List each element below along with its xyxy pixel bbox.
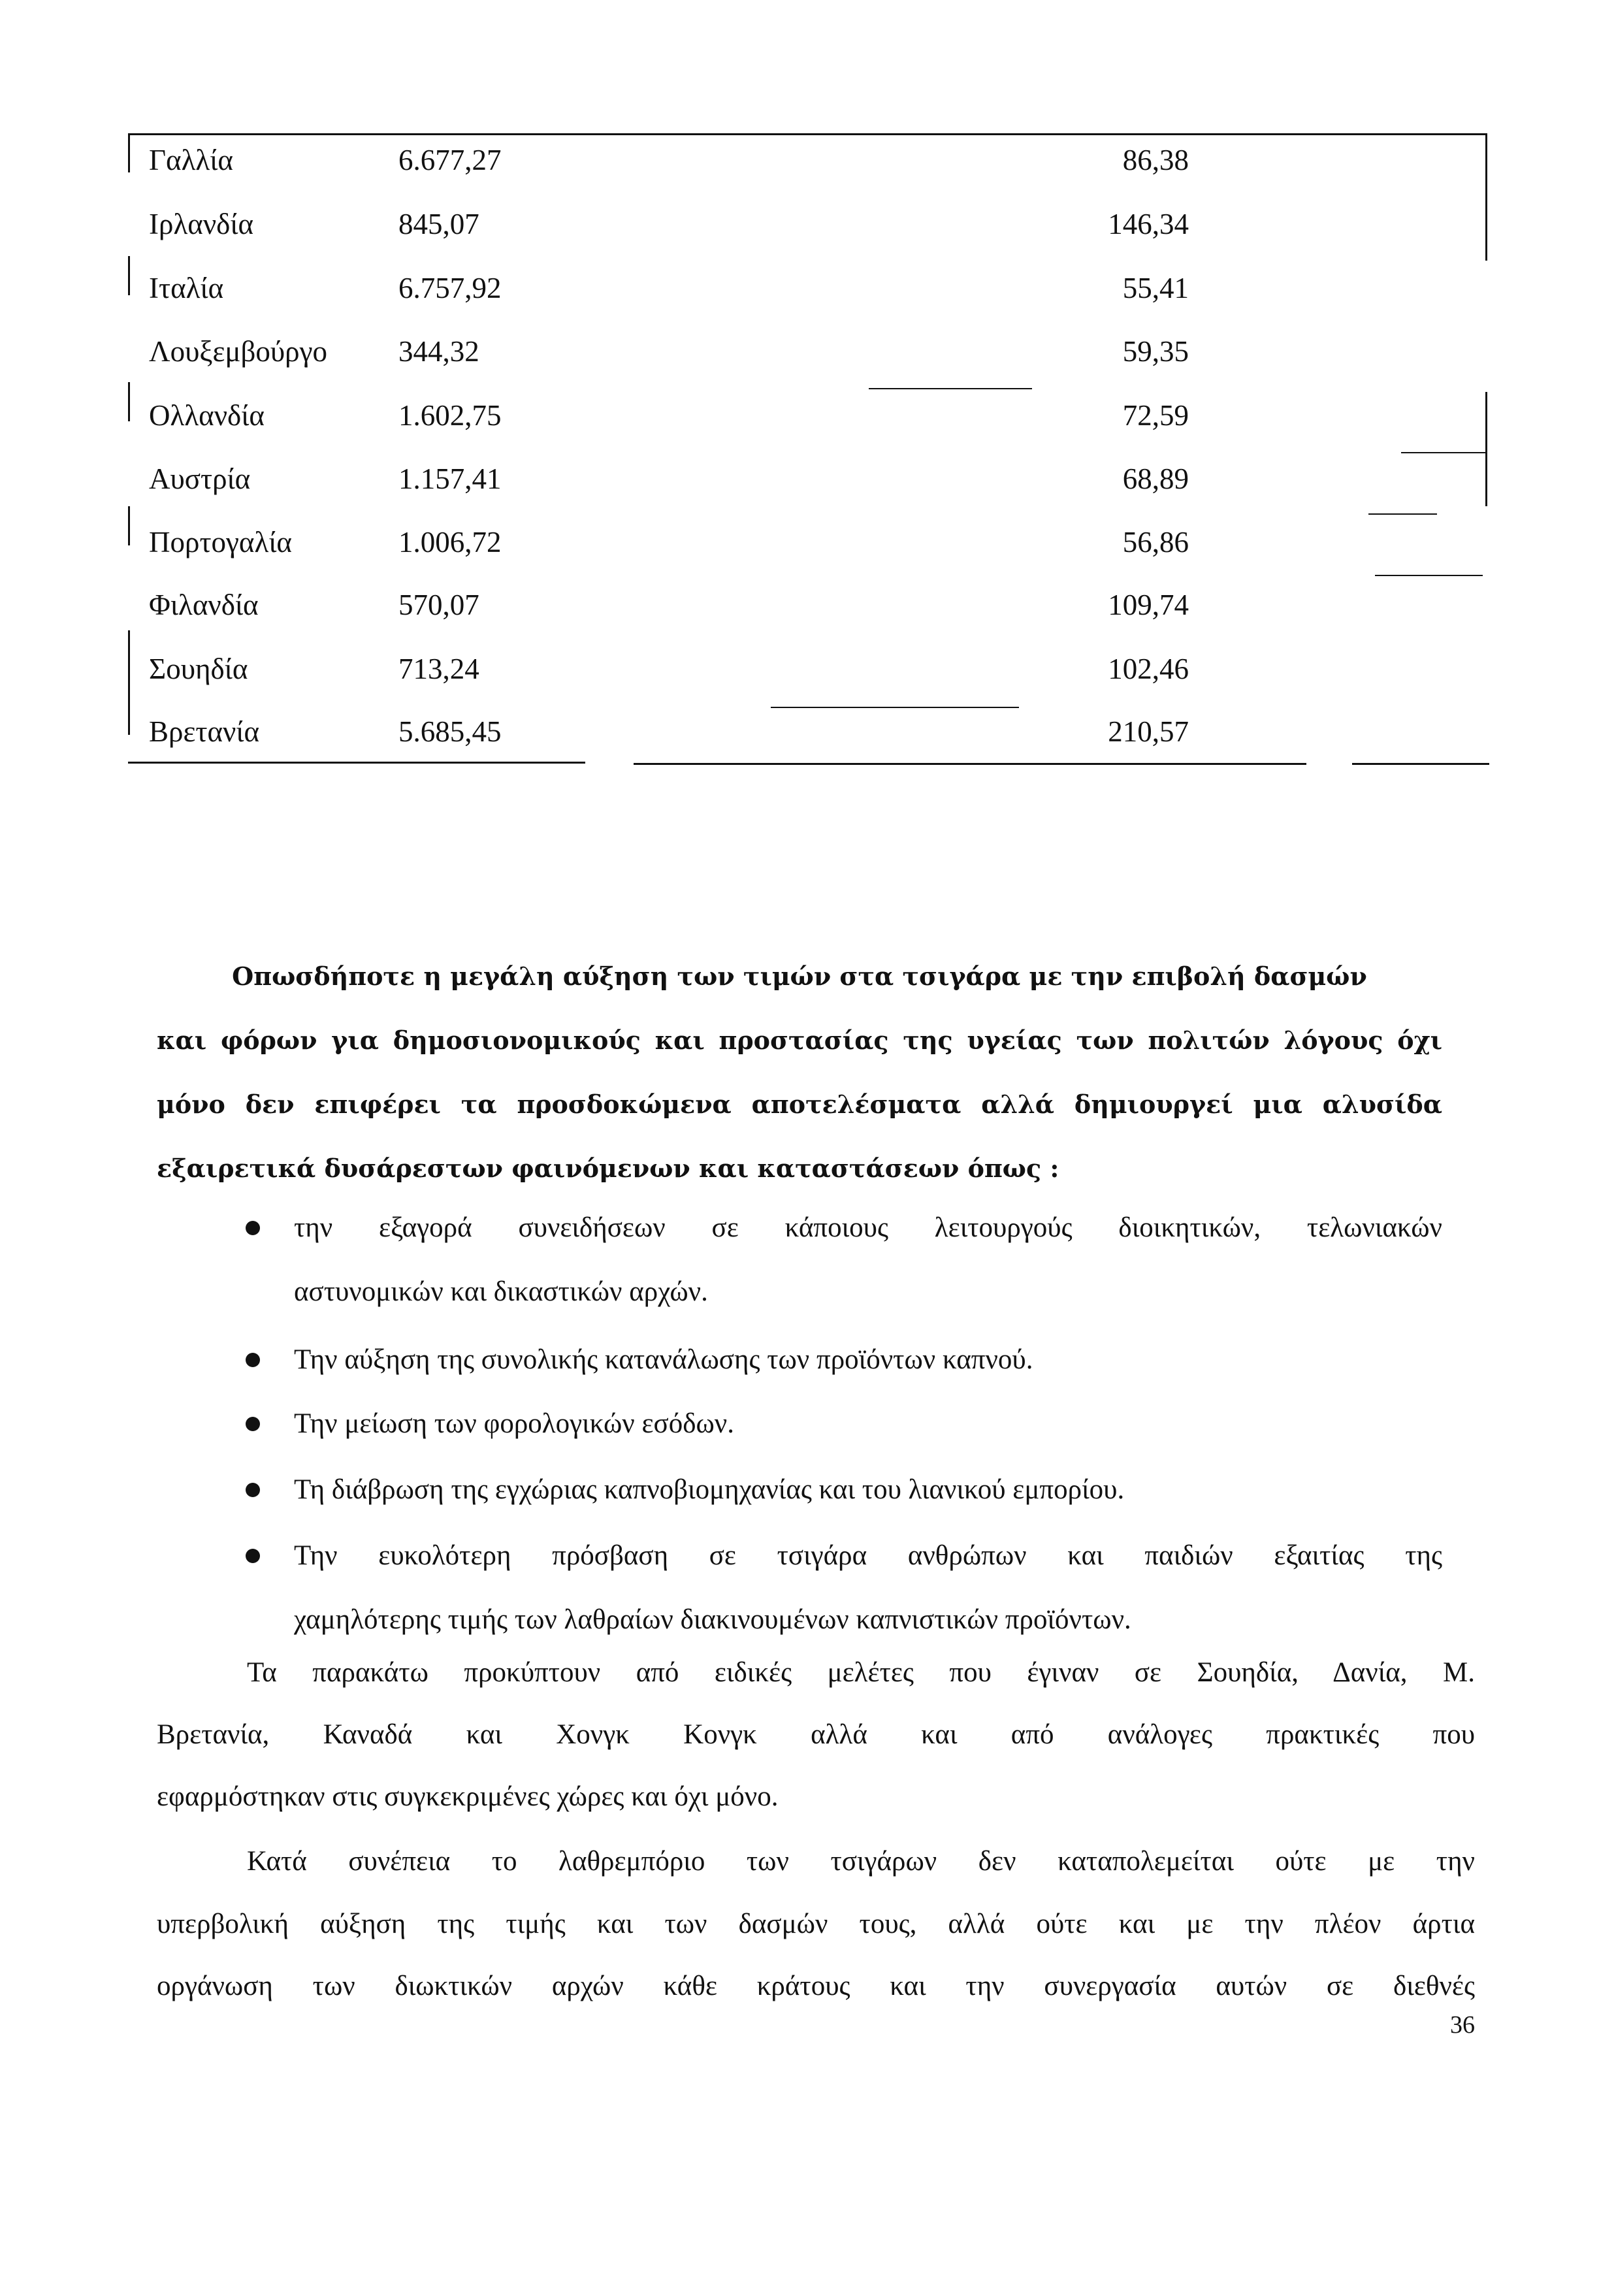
value2-cell: 109,74: [1108, 589, 1189, 621]
country-cell: Γαλλία: [149, 144, 233, 176]
country-cell: Πορτογαλία: [149, 526, 293, 558]
table-row: [131, 384, 1372, 447]
bullet-icon: [246, 1483, 260, 1497]
paragraph-line: οργάνωση των διωκτικών αρχών κάθε κράτους και την συνεργασία αυτών σε διεθνές: [157, 1971, 1475, 2001]
table-bottom-border: [1352, 763, 1489, 765]
country-table: [131, 131, 1489, 758]
country-cell: Λουξεμβούργο: [149, 335, 328, 368]
table-left-border: [128, 256, 130, 295]
table-row: [131, 320, 1372, 383]
paragraph-line: υπερβολική αύξηση της τιμής και των δασμών τους, αλλά ούτε και με την πλέον άρτια: [157, 1909, 1475, 1939]
intro-paragraph: [157, 945, 1442, 1206]
list-item-text: Την μείωση των φορολογικών εσόδων.: [294, 1408, 734, 1439]
table-row: [131, 700, 1372, 763]
value1-cell: 1.157,41: [398, 462, 502, 495]
value2-cell: 72,59: [1122, 399, 1189, 432]
table-left-border: [128, 630, 130, 735]
bullet-list: [157, 1189, 1442, 1633]
bullet-icon: [246, 1353, 260, 1367]
table-row: [131, 193, 1372, 255]
intro-line: και φόρων για δημοσιονομικούς και προστασίας της υγείας των πολιτών λόγους όχι: [157, 1026, 1442, 1055]
paragraph-line: Τα παρακάτω προκύπτουν από ειδικές μελέτες που έγιναν σε Σουηδία, Δανία, Μ.: [247, 1657, 1475, 1688]
list-item-text: Τη διάβρωση της εγχώριας καπνοβιομηχανίας και του λιανικού εμπορίου.: [294, 1474, 1125, 1505]
value1-cell: 713,24: [398, 653, 479, 685]
bullet-icon: [246, 1221, 260, 1235]
table-row: [131, 257, 1372, 319]
value2-cell: 210,57: [1108, 715, 1189, 748]
country-cell: Αυστρία: [149, 462, 251, 495]
bullet-icon: [246, 1549, 260, 1563]
list-item-text: αστυνομικών και δικαστικών αρχών.: [294, 1276, 708, 1307]
table-row: [131, 638, 1372, 700]
intro-line: εξαιρετικά δυσάρεστων φαινόμενων και καταστάσεων όπως :: [157, 1154, 1059, 1183]
paragraph-line: εφαρμόστηκαν στις συγκεκριμένες χώρες και όχι μόνο.: [157, 1781, 779, 1812]
value1-cell: 1.602,75: [398, 399, 502, 432]
list-item-text: Την αύξηση της συνολικής κατανάλωσης των προϊόντων καπνού.: [294, 1344, 1033, 1375]
value1-cell: 5.685,45: [398, 715, 502, 748]
table-inner-line: [1368, 513, 1437, 515]
page-number: 36: [1450, 2011, 1475, 2039]
bullet-icon: [246, 1417, 260, 1431]
intro-line: Οπωσδήποτε η μεγάλη αύξηση των τιμών στα τσιγάρα με την επιβολή δασμών: [232, 962, 1367, 991]
intro-line: μόνο δεν επιφέρει τα προσδοκώμενα αποτελέσματα αλλά δημιουργεί μια αλυσίδα: [157, 1090, 1442, 1119]
country-cell: Ολλανδία: [149, 399, 265, 432]
country-cell: Βρετανία: [149, 715, 260, 748]
table-right-border: [1485, 392, 1487, 506]
country-cell: Ιταλία: [149, 272, 224, 304]
value2-cell: 102,46: [1108, 653, 1189, 685]
table-row: [131, 574, 1372, 636]
table-row: [131, 511, 1372, 574]
value1-cell: 845,07: [398, 208, 479, 240]
table-row: [131, 129, 1372, 191]
table-row: [131, 447, 1372, 510]
country-cell: Φιλανδία: [149, 589, 259, 621]
value2-cell: 146,34: [1108, 208, 1189, 240]
value1-cell: 570,07: [398, 589, 479, 621]
value1-cell: 6.757,92: [398, 272, 502, 304]
table-bottom-border: [634, 763, 1306, 765]
table-left-border: [128, 506, 130, 545]
value2-cell: 56,86: [1122, 526, 1189, 558]
value2-cell: 86,38: [1122, 144, 1189, 176]
value2-cell: 59,35: [1122, 335, 1189, 368]
table-inner-line: [1375, 575, 1483, 576]
country-cell: Ιρλανδία: [149, 208, 254, 240]
list-item-text: την εξαγορά συνειδήσεων σε κάποιους λειτουργούς διοικητικών, τελωνιακών: [294, 1212, 1442, 1243]
table-inner-line: [1401, 452, 1486, 453]
table-right-border: [1485, 133, 1487, 261]
list-item-text: Την ευκολότερη πρόσβαση σε τσιγάρα ανθρώπων και παιδιών εξαιτίας της: [294, 1540, 1442, 1571]
value2-cell: 68,89: [1122, 462, 1189, 495]
paragraph-line: Βρετανία, Καναδά και Χονγκ Κονγκ αλλά και από ανάλογες πρακτικές που: [157, 1719, 1475, 1750]
table-left-border: [128, 133, 130, 172]
table-left-border: [128, 382, 130, 421]
value2-cell: 55,41: [1122, 272, 1189, 304]
list-item-text: χαμηλότερης τιμής των λαθραίων διακινουμένων καπνιστικών προϊόντων.: [294, 1604, 1131, 1635]
paragraph-line: Κατά συνέπεια το λαθρεμπόριο των τσιγάρων δεν καταπολεμείται ούτε με την: [247, 1846, 1475, 1877]
value1-cell: 344,32: [398, 335, 479, 368]
country-cell: Σουηδία: [149, 653, 248, 685]
value1-cell: 1.006,72: [398, 526, 502, 558]
value1-cell: 6.677,27: [398, 144, 502, 176]
